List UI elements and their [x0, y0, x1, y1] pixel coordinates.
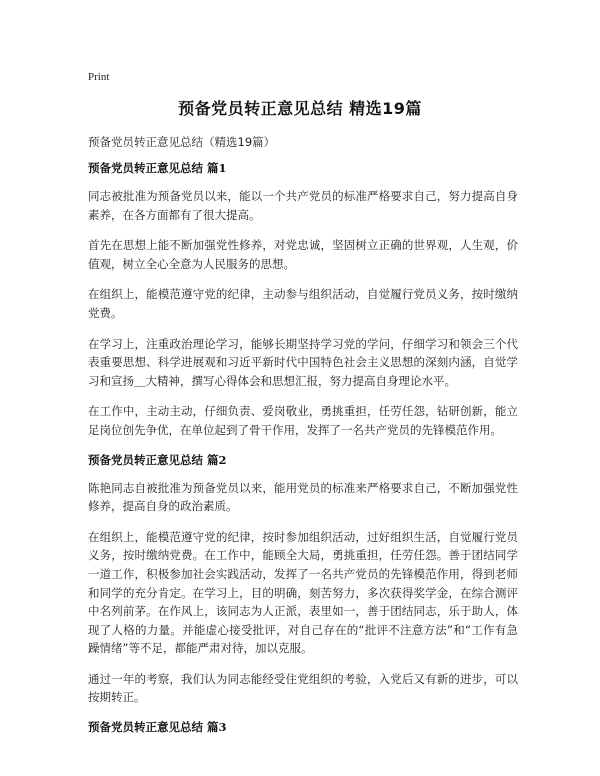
- paragraph: 在组织上，能模范遵守党的纪律，按时参加组织活动，过好组织生活，自觉履行党员义务，按时缴纳党费。在工作中，能顾全大局，勇挑重担，任劳任怨。善于团结同学一道工作，积极参加社会实践活动，发挥了一名共产党员的先锋模范作用，得到老师和同学的充分肯定。在学习上，目的明确，刻苦努力，多次获得奖学金，在综合测评中名列前茅。在作风上，该同志为人正派，表里如一，善于团结同志，乐于助人，体现了人格的力量。并能虚心接受批评，对自己存在的“批评不注意方法”和“工作有急躁情绪”等不足，都能严肃对待，加以克服。: [88, 529, 518, 656]
- paragraph: 首先在思想上能不断加强党性修养，对党忠诚，坚固树立正确的世界观，人生观，价值观，树立全心全意为人民服务的思想。: [88, 238, 518, 271]
- paragraph: 通过一年的考察，我们认为同志能经受住党组织的考验，入党后又有新的进步，可以按期转正。: [88, 671, 518, 705]
- paragraph: 在工作中，主动主动，仔细负责、爱岗敬业，勇挑重担，任劳任怨，钻研创新，能立足岗位创先争优，在单位起到了骨干作用，发挥了一名共产党员的先锋模范作用。: [88, 404, 518, 437]
- section-3: [88, 719, 518, 735]
- print-label[interactable]: Print: [88, 71, 110, 83]
- section-1: [88, 160, 518, 440]
- section-2: [88, 452, 518, 708]
- paragraph: 陈艳同志自被批准为预备党员以来，能用党员的标准来严格要求自己，不断加强党性修养，提高自身的政治素质。: [88, 480, 518, 514]
- paragraph: 在组织上，能模范遵守党的纪律，主动参与组织活动，自觉履行党员义务，按时缴纳党费。: [88, 287, 518, 320]
- document-body: [88, 160, 518, 746]
- document-title: 预备党员转正意见总结 精选19篇: [178, 99, 422, 118]
- paragraph: 在学习上，注重政治理论学习，能够长期坚持学习党的学问，仔细学习和领会三个代表重要思想、科学进展观和习近平新时代中国特色社会主义思想的深刻内涵，自觉学习和宣扬＿大精神，撰写心得体会和思想汇报，努力提高自身理论水平。: [88, 336, 518, 388]
- section-heading: 预备党员转正意见总结 篇1: [88, 161, 227, 175]
- document-subtitle: 预备党员转正意见总结（精选19篇）: [88, 135, 276, 149]
- section-heading: 预备党员转正意见总结 篇3: [88, 720, 227, 735]
- section-heading: 预备党员转正意见总结 篇2: [88, 452, 227, 467]
- paragraph: 同志被批准为预备党员以来，能以一个共产党员的标准严格要求自己，努力提高自身素养，在各方面都有了很大提高。: [88, 189, 518, 222]
